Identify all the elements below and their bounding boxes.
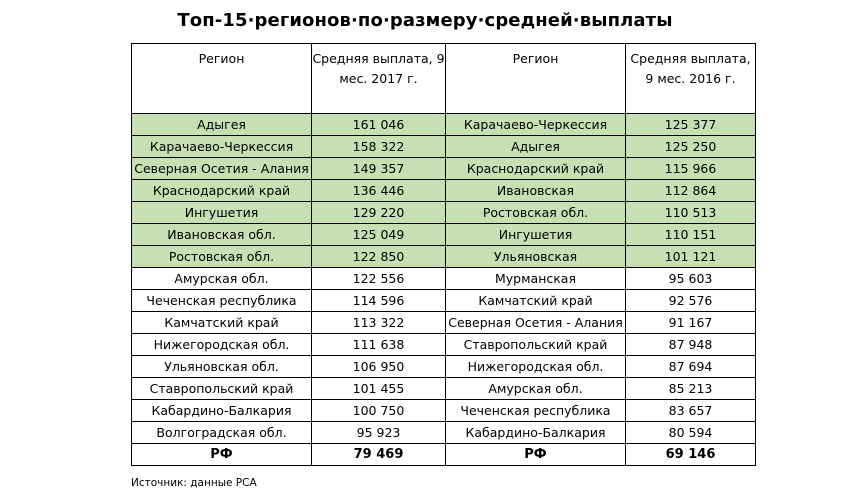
table-row xyxy=(132,356,756,378)
value-2017-cell: 122 556 xyxy=(312,268,446,290)
header-region-2016: Регион xyxy=(446,44,626,114)
total-row xyxy=(132,444,756,466)
region-2016-cell: Северная Осетия - Алания xyxy=(446,312,626,334)
region-2016-cell: Кабардино-Балкария xyxy=(446,422,626,444)
region-2017-cell: Адыгея xyxy=(132,114,312,136)
table-row xyxy=(132,422,756,444)
region-2016-cell: Чеченская республика xyxy=(446,400,626,422)
total-value-2016: 69 146 xyxy=(626,444,756,466)
table-row xyxy=(132,378,756,400)
value-2017-cell: 106 950 xyxy=(312,356,446,378)
value-2017-cell: 95 923 xyxy=(312,422,446,444)
region-2016-cell: Карачаево-Черкессия xyxy=(446,114,626,136)
value-2017-cell: 111 638 xyxy=(312,334,446,356)
value-2016-cell: 85 213 xyxy=(626,378,756,400)
table-row xyxy=(132,334,756,356)
region-2017-cell: Ингушетия xyxy=(132,202,312,224)
region-2017-cell: Ульяновская обл. xyxy=(132,356,312,378)
value-2017-cell: 125 049 xyxy=(312,224,446,246)
value-2017-cell: 100 750 xyxy=(312,400,446,422)
value-2017-cell: 149 357 xyxy=(312,158,446,180)
region-2016-cell: Адыгея xyxy=(446,136,626,158)
value-2016-cell: 112 864 xyxy=(626,180,756,202)
value-2016-cell: 92 576 xyxy=(626,290,756,312)
value-2017-cell: 113 322 xyxy=(312,312,446,334)
value-2016-cell: 87 694 xyxy=(626,356,756,378)
table-row xyxy=(132,312,756,334)
value-2017-cell: 158 322 xyxy=(312,136,446,158)
region-2017-cell: Ростовская обл. xyxy=(132,246,312,268)
value-2017-cell: 136 446 xyxy=(312,180,446,202)
region-2016-cell: Краснодарский край xyxy=(446,158,626,180)
value-2017-cell: 129 220 xyxy=(312,202,446,224)
region-2017-cell: Нижегородская обл. xyxy=(132,334,312,356)
value-2016-cell: 83 657 xyxy=(626,400,756,422)
table-body xyxy=(132,114,756,444)
header-region-2017: Регион xyxy=(132,44,312,114)
value-2016-cell: 110 151 xyxy=(626,224,756,246)
table-row xyxy=(132,202,756,224)
table-row xyxy=(132,158,756,180)
table-row xyxy=(132,136,756,158)
value-2017-cell: 161 046 xyxy=(312,114,446,136)
page-title: Топ-15·регионов·по·размеру·средней·выплаты xyxy=(177,10,673,31)
header-value-2016: Средняя выплата, 9 мес. 2016 г. xyxy=(626,44,756,114)
regions-table xyxy=(131,43,756,466)
table-row xyxy=(132,268,756,290)
table-row xyxy=(132,290,756,312)
value-2016-cell: 101 121 xyxy=(626,246,756,268)
region-2016-cell: Ивановская xyxy=(446,180,626,202)
table-row xyxy=(132,180,756,202)
total-value-2017: 79 469 xyxy=(312,444,446,466)
table-row xyxy=(132,224,756,246)
region-2017-cell: Ивановская обл. xyxy=(132,224,312,246)
region-2017-cell: Волгоградская обл. xyxy=(132,422,312,444)
value-2016-cell: 80 594 xyxy=(626,422,756,444)
value-2016-cell: 125 377 xyxy=(626,114,756,136)
value-2016-cell: 87 948 xyxy=(626,334,756,356)
region-2016-cell: Ставропольский край xyxy=(446,334,626,356)
region-2017-cell: Карачаево-Черкессия xyxy=(132,136,312,158)
header-value-2017: Средняя выплата, 9 мес. 2017 г. xyxy=(312,44,446,114)
region-2017-cell: Ставропольский край xyxy=(132,378,312,400)
region-2017-cell: Кабардино-Балкария xyxy=(132,400,312,422)
region-2016-cell: Нижегородская обл. xyxy=(446,356,626,378)
region-2016-cell: Камчатский край xyxy=(446,290,626,312)
region-2017-cell: Краснодарский край xyxy=(132,180,312,202)
table-row xyxy=(132,246,756,268)
region-2017-cell: Амурская обл. xyxy=(132,268,312,290)
value-2016-cell: 91 167 xyxy=(626,312,756,334)
region-2016-cell: Мурманская xyxy=(446,268,626,290)
table-row xyxy=(132,400,756,422)
total-region-2016: РФ xyxy=(446,444,626,466)
value-2016-cell: 125 250 xyxy=(626,136,756,158)
table-header-row xyxy=(132,44,756,114)
table-row xyxy=(132,114,756,136)
value-2016-cell: 110 513 xyxy=(626,202,756,224)
region-2016-cell: Амурская обл. xyxy=(446,378,626,400)
value-2016-cell: 115 966 xyxy=(626,158,756,180)
region-2016-cell: Ростовская обл. xyxy=(446,202,626,224)
value-2016-cell: 95 603 xyxy=(626,268,756,290)
region-2017-cell: Северная Осетия - Алания xyxy=(132,158,312,180)
value-2017-cell: 101 455 xyxy=(312,378,446,400)
source-note: Источник: данные РСА xyxy=(131,477,257,489)
region-2017-cell: Камчатский край xyxy=(132,312,312,334)
value-2017-cell: 114 596 xyxy=(312,290,446,312)
total-region-2017: РФ xyxy=(132,444,312,466)
region-2016-cell: Ульяновская xyxy=(446,246,626,268)
region-2016-cell: Ингушетия xyxy=(446,224,626,246)
value-2017-cell: 122 850 xyxy=(312,246,446,268)
region-2017-cell: Чеченская республика xyxy=(132,290,312,312)
